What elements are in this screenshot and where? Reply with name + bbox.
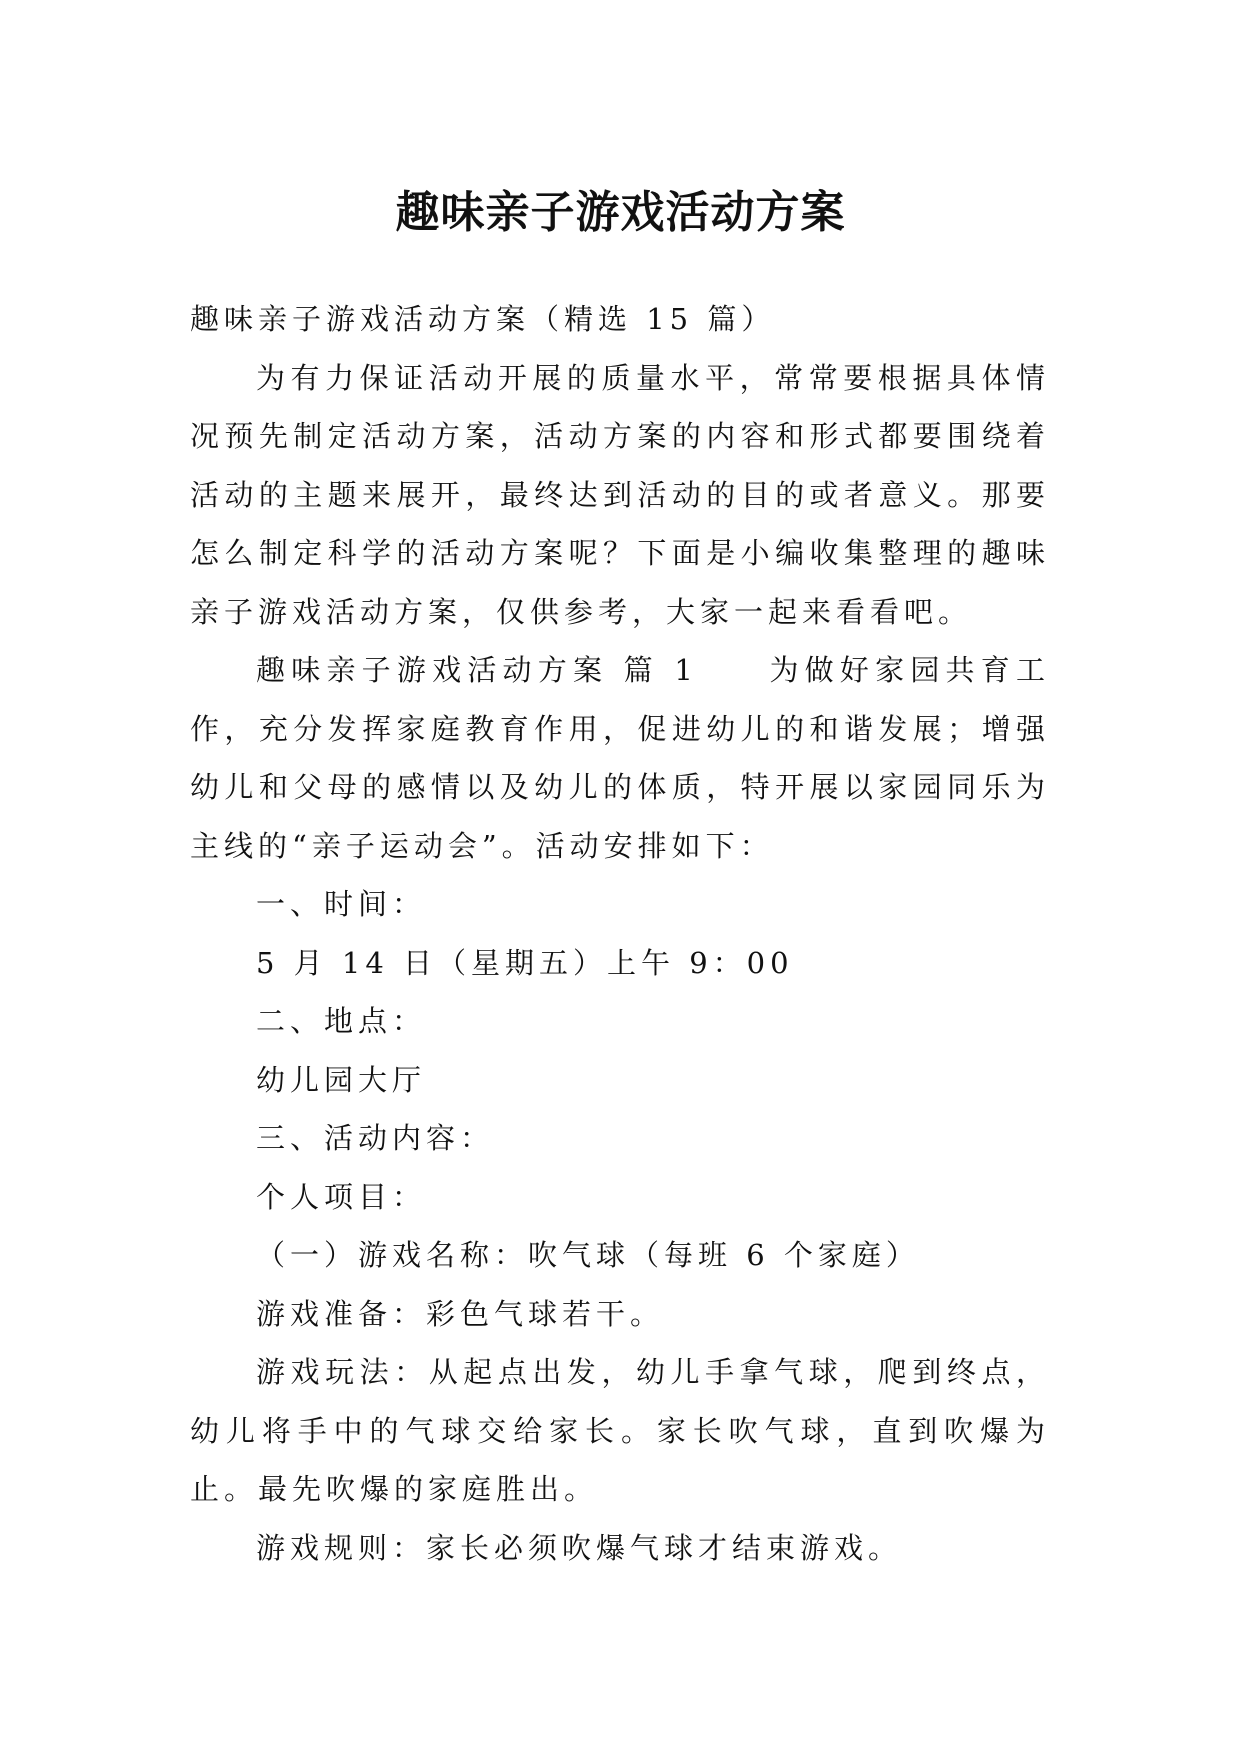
document-title: 趣味亲子游戏活动方案	[395, 187, 846, 239]
document-body	[190, 290, 1050, 1577]
heading-time: 一、时间：	[256, 887, 427, 921]
paragraph-game-rules: 游戏规则：家长必须吹爆气球才结束游戏。	[256, 1530, 903, 1565]
heading-content: 三、活动内容：	[256, 1121, 495, 1155]
paragraph-location: 幼儿园大厅	[256, 1062, 427, 1097]
heading-game-1: （一）游戏名称：吹气球（每班 6 个家庭）	[256, 1238, 920, 1272]
paragraph-time: 5 月 14 日（星期五）上午 9：00	[256, 945, 794, 980]
paragraph-game-play: 游戏玩法：从起点出发，幼儿手拿气球，爬到终点，幼儿将手中的气球交给家长。家长吹气球，直到吹爆为止。最先吹爆的家庭胜出。	[190, 1355, 1050, 1506]
paragraph-subtitle: 趣味亲子游戏活动方案（精选 15 篇）	[190, 302, 776, 336]
paragraph-game-prep: 游戏准备：彩色气球若干。	[256, 1296, 665, 1331]
heading-location: 二、地点：	[256, 1004, 427, 1038]
paragraph-intro: 为有力保证活动开展的质量水平，常常要根据具体情况预先制定活动方案，活动方案的内容和形式都要围绕着活动的主题来展开，最终达到活动的目的或者意义。那要怎么制定科学的活动方案呢？下面是小编收集整理的趣味亲子游戏活动方案，仅供参考，大家一起来看看吧。	[190, 360, 1050, 629]
paragraph-section-1: 趣味亲子游戏活动方案 篇 1 为做好家园共育工作，充分发挥家庭教育作用，促进幼儿的和谐发展；增强幼儿和父母的感情以及幼儿的体质，特开展以家园同乐为主线的“亲子运动会”。活动安排如下：	[190, 653, 1050, 863]
heading-individual: 个人项目：	[256, 1179, 427, 1214]
